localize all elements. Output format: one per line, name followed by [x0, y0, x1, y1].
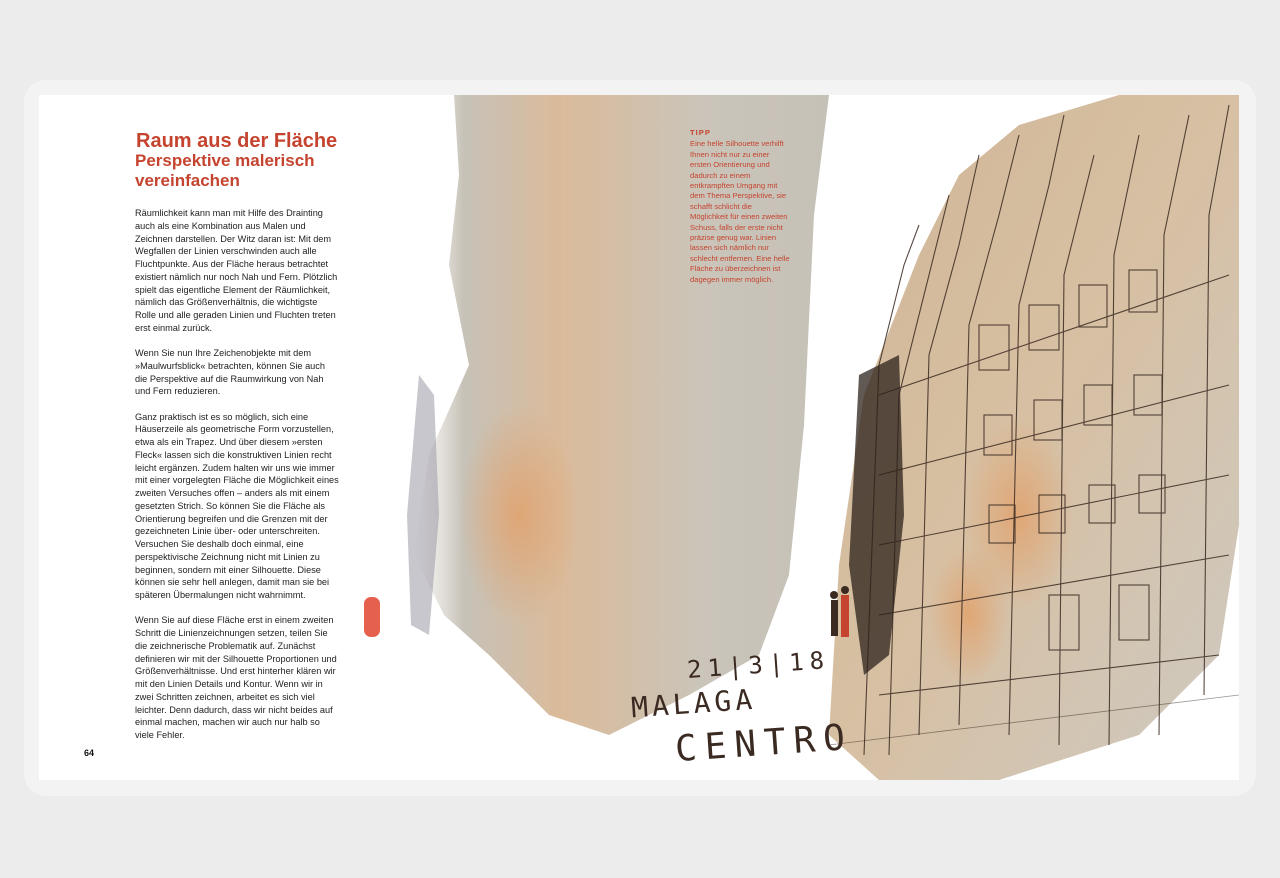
page-title: Raum aus der Fläche	[136, 130, 338, 152]
watercolor-street-illustration	[359, 95, 1239, 780]
left-page	[39, 95, 369, 780]
tip-heading: TIPP	[690, 128, 711, 137]
ochre-highlight	[459, 405, 579, 625]
blue-gray-stroke	[407, 375, 439, 635]
handwritten-date: 21|3|18	[686, 646, 831, 684]
paragraph-1: Räumlichkeit kann man mit Hilfe des Drainting auch als eine Kombination aus Malen und Zeichnen darstellen. Der Witz daran ist: Mit dem Wegfallen der Linien verschwinden auch alle Fluchtpunkte. Aus der Fläche heraus betrachtet existiert nämlich nur noch Nah und Fern. Plötzlich spielt das eigentliche Element der Räumlichkeit, nämlich das Größenverhältnis, die wichtigste Rolle und alle geraden Linien und Fluchten treten erst einmal zurück.	[135, 208, 338, 333]
paragraph-3: Ganz praktisch ist es so möglich, sich eine Häuserzeile als geometrische Form vorzustellen, etwa als ein Trapez. Und über diesem »ersten Fleck« lassen sich die konstruktiven Linien recht leicht ergänzen. Zudem halten wir uns wie immer mit einer vorgelegten Fläche die Möglichkeit eines zweiten Versuches offen – anders als mit einem gesetzten Strich. So können Sie die Fläche als Orientierung begreifen und die Grenzen mit der gezeichneten Linie über- oder unterschreiten. Versuchen Sie deshalb doch einmal, eine perspektivische Zeichnung nicht mit Linien zu beginnen, sondern mit einer Silhouette. Diese können sie sehr hell anlegen, damit man sie bei späteren Übermalungen nicht wahrnimmt.	[135, 411, 339, 600]
tip-box	[690, 128, 790, 285]
book-spread	[39, 95, 1239, 780]
orange-patch-2	[929, 545, 1009, 685]
paragraph-4: Wenn Sie auf diese Fläche erst in einem zweiten Schritt die Linienzeichnungen setzen, teilen Sie die zeichnerische Problematik auf. Zunächst definieren wir mit der Silhouette Proportionen und Größenverhältnisse. Und erst hinterher klären wir mit den Linien Details und Kontur. Wenn wir in zwei Schritten zeichnen, arbeitet es sich viel leichter. Denn dadurch, dass wir nicht beides auf einmal machen, machen wir auch nur halb so viele Fehler.	[135, 615, 337, 740]
tip-text: Eine helle Silhouette verhilft Ihnen nicht nur zu einer ersten Orientierung und dadurch zu einem entkrampften Umgang mit dem Thema Perspektive, sie schafft schlicht die Möglichkeit für einen zweiten Schuss, falls der erste nicht präzise genug war. Linien lassen sich nämlich nur schlecht entfernen. Eine helle Fläche zu überzeichnen ist dagegen immer möglich.	[690, 139, 790, 284]
red-mark	[364, 597, 380, 637]
handwritten-district: CENTRO	[673, 716, 855, 771]
handwritten-city: MALAGA	[630, 682, 758, 725]
paragraph-2: Wenn Sie nun Ihre Zeichenobjekte mit dem »Maulwurfsblick« betrachten, können Sie auch die Perspektive auf die Raumwirkung von Nah und Fern reduzieren.	[135, 348, 325, 397]
page-number: 64	[84, 748, 95, 758]
page-subtitle: Perspektive malerisch vereinfachen	[135, 151, 315, 190]
body-text	[135, 207, 339, 754]
